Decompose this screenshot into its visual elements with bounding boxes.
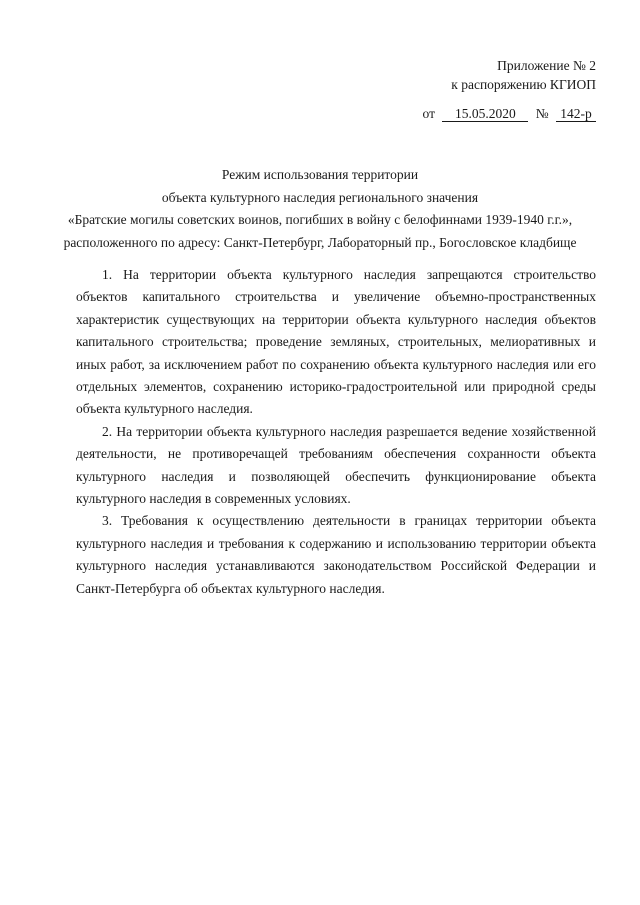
order-date: 15.05.2020 (442, 106, 528, 122)
order-from-label: от (422, 106, 435, 121)
annex-reference: к распоряжению КГИОП (451, 77, 596, 92)
order-details (423, 104, 597, 123)
paragraph-2: 2. На территории объекта культурного наследия разрешается ведение хозяйственной деятельности, не противоречащей требованиям обеспечения сохранности объекта культурного наследия и позволяющей обеспечить функционирование объекта культурного наследия в современных условиях. (76, 423, 596, 507)
title-line-4: расположенного по адресу: Санкт-Петербург, Лабораторный пр., Богословское кладбище (63, 234, 577, 250)
document-title (60, 164, 580, 254)
annex-number: Приложение № 2 (497, 58, 596, 73)
document-body (76, 264, 596, 600)
title-line-1: Режим использования территории (221, 167, 419, 182)
paragraph-3: 3. Требования к осуществлению деятельности в границах территории объекта культурного наследия и требования к содержанию и использованию территории объекта культурного наследия устанавливаются законодательством Российской Федерации и Санкт-Петербурга об объектах культурного наследия. (76, 513, 596, 596)
order-number-label: № (535, 106, 549, 121)
annex-header (451, 56, 596, 94)
title-line-3: «Братские могилы советских воинов, погибших в войну с белофиннами 1939-1940 г.г.», (67, 212, 573, 227)
title-line-2: объекта культурного наследия регионального значения (161, 189, 479, 205)
order-number: 142-р (556, 106, 596, 122)
paragraph-1: 1. На территории объекта культурного наследия запрещаются строительство объектов капитального строительства и увеличение объемно-пространственных характеристик существующих на территории объекта культурного наследия объектов капитального строительства; проведение земляных, строительных, мелиоративных и иных работ, за исключением работ по сохранению объекта культурного наследия или его отдельных элементов, сохранению историко-градостроительной или природной среды объекта культурного наследия. (76, 267, 596, 417)
